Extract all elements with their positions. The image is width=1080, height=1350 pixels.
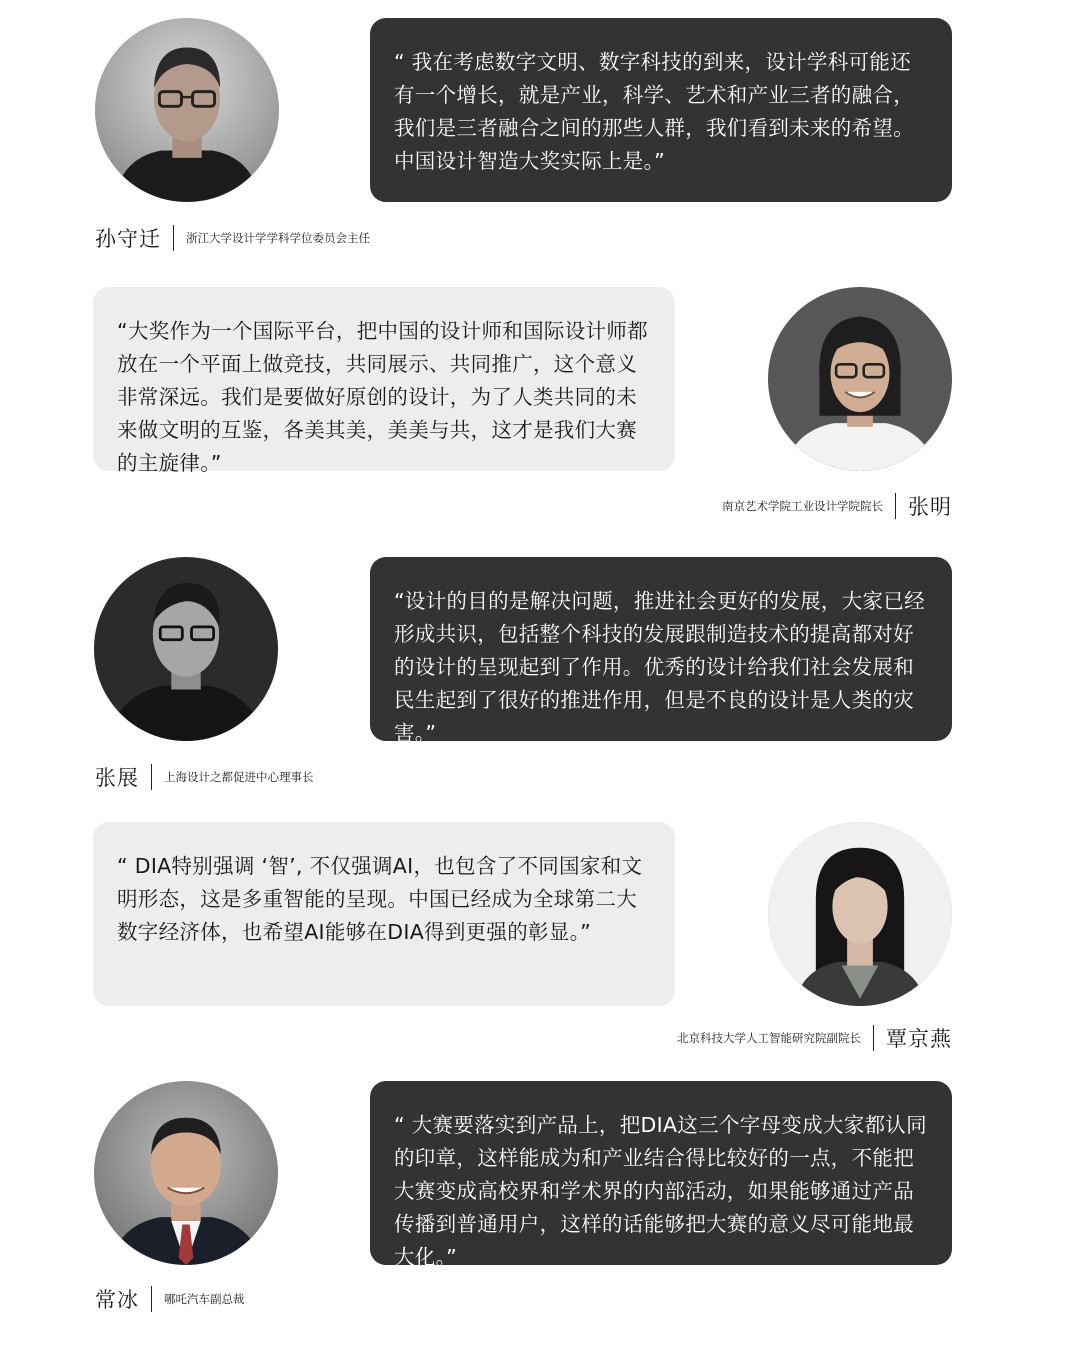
speaker-title: 哪吒汽车副总裁 <box>164 1292 245 1306</box>
portrait-photo <box>768 287 952 471</box>
speaker-caption-2 <box>722 491 952 521</box>
quote-bubble-3: “设计的目的是解决问题，推进社会更好的发展，大家已经形成共识，包括整个科技的发展跟制造技术的提高都对好的设计的呈现起到了作用。优秀的设计给我们社会发展和民生起到了很好的推进作用，但是不良的设计是人类的灾害。” <box>370 557 952 741</box>
divider <box>151 1286 152 1312</box>
avatar-sun-shouqian <box>95 18 279 202</box>
speaker-name: 张明 <box>908 495 952 519</box>
quote-bubble-1: “ 我在考虑数字文明、数字科技的到来，设计学科可能还有一个增长，就是产业，科学、艺术和产业三者的融合，我们是三者融合之间的那些人群，我们看到未来的希望。中国设计智造大奖实际上是。” <box>370 18 952 202</box>
speaker-name: 常冰 <box>95 1288 139 1312</box>
speaker-caption-4 <box>677 1023 952 1053</box>
speaker-title: 北京科技大学人工智能研究院副院长 <box>677 1031 861 1045</box>
quote-bubble-4: “ DIA特别强调 ‘智’, 不仅强调AI，也包含了不同国家和文明形态，这是多重智能的呈现。中国已经成为全球第二大数字经济体，也希望AI能够在DIA得到更强的彰显。” <box>93 822 675 1006</box>
speaker-name: 孙守迁 <box>95 227 161 251</box>
portrait-photo <box>768 822 952 1006</box>
portrait-photo <box>94 557 278 741</box>
portrait-photo <box>95 18 279 202</box>
divider <box>173 225 174 251</box>
speaker-title: 南京艺术学院工业设计学院院长 <box>722 499 883 513</box>
speaker-name: 覃京燕 <box>886 1027 952 1051</box>
divider <box>895 493 896 519</box>
speaker-caption-3 <box>95 762 314 792</box>
quote-bubble-5: “ 大赛要落实到产品上，把DIA这三个字母变成大家都认同的印章，这样能成为和产业结合得比较好的一点，不能把大赛变成高校界和学术界的内部活动，如果能够通过产品传播到普通用户，这样的话能够把大赛的意义尽可能地最大化。” <box>370 1081 952 1265</box>
portrait-photo <box>94 1081 278 1265</box>
divider <box>873 1025 874 1051</box>
avatar-zhang-zhan <box>94 557 278 741</box>
speaker-name: 张展 <box>95 766 139 790</box>
speaker-title: 浙江大学设计学学科学位委员会主任 <box>186 231 370 245</box>
speaker-title: 上海设计之都促进中心理事长 <box>164 770 314 784</box>
avatar-qin-jingyan <box>768 822 952 1006</box>
speaker-caption-5 <box>95 1284 245 1314</box>
speaker-caption-1 <box>95 223 370 253</box>
avatar-zhang-ming <box>768 287 952 471</box>
avatar-chang-bing <box>94 1081 278 1265</box>
divider <box>151 764 152 790</box>
quote-bubble-2: “大奖作为一个国际平台，把中国的设计师和国际设计师都放在一个平面上做竞技，共同展示、共同推广，这个意义非常深远。我们是要做好原创的设计，为了人类共同的未来做文明的互鉴，各美其美，美美与共，这才是我们大赛的主旋律。” <box>93 287 675 471</box>
